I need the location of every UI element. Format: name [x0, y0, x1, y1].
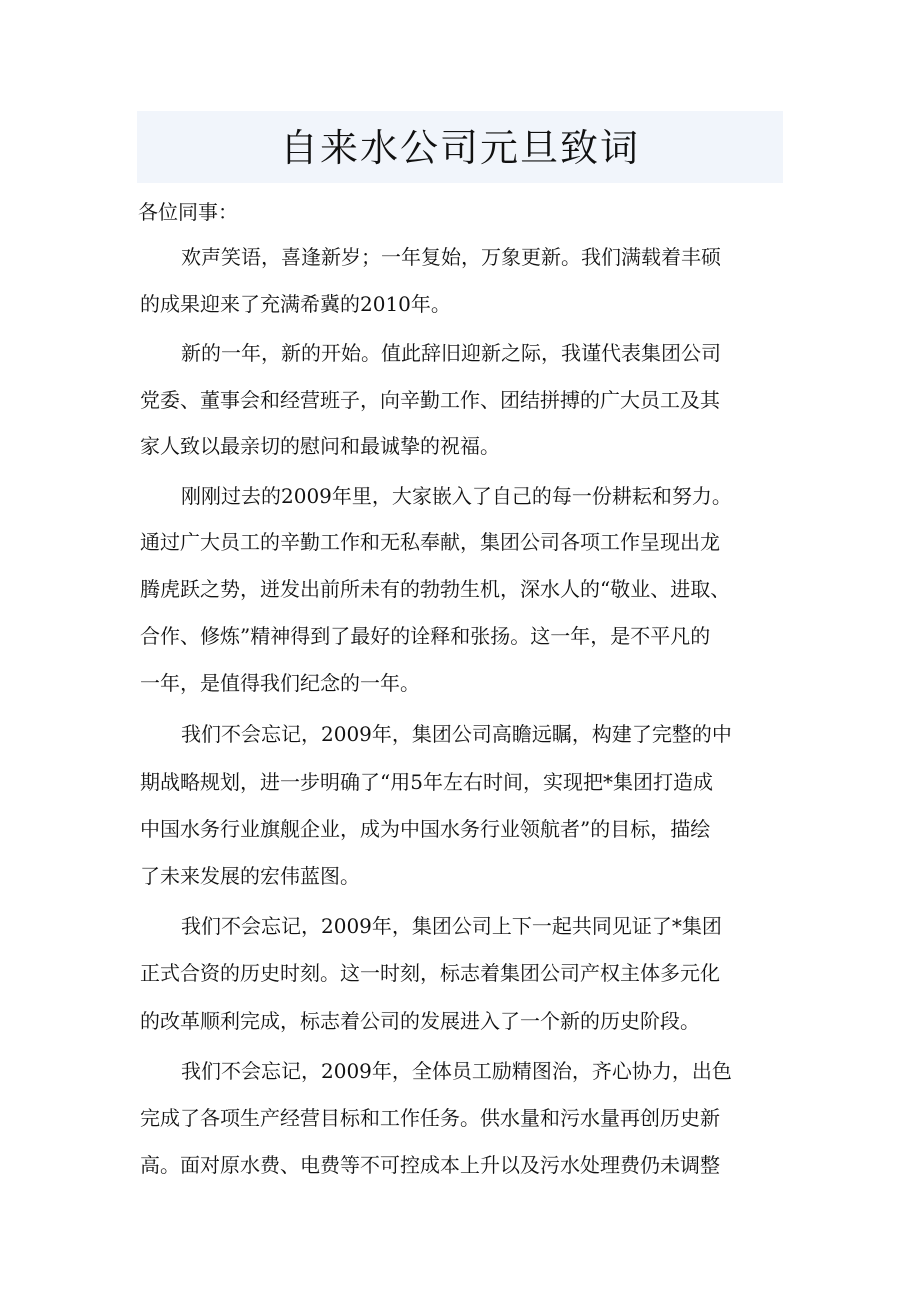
page-title: 自来水公司元旦致词 [279, 126, 640, 170]
paragraph-3-line-2: 通过广大员工的辛勤工作和无私奉献，集团公司各项工作呈现出龙 [140, 530, 720, 554]
paragraph-3-line-1: 刚刚过去的2009年里，大家嵌入了自己的每一份耕耘和努力。 [181, 484, 732, 508]
paragraph-6-line-3: 高。面对原水费、电费等不可控成本上升以及污水处理费仍未调整 [140, 1153, 720, 1177]
paragraph-1-line-1: 欢声笑语，喜逢新岁；一年复始，万象更新。我们满载着丰硕 [181, 245, 721, 269]
paragraph-1-line-2: 的成果迎来了充满希冀的2010年。 [140, 292, 451, 316]
paragraph-2-line-2: 党委、董事会和经营班子，向辛勤工作、团结拼搏的广大员工及其 [140, 388, 720, 412]
paragraph-5-line-2: 正式合资的历史时刻。这一时刻，标志着集团公司产权主体多元化 [140, 961, 720, 985]
paragraph-4-line-4: 了未来发展的宏伟蓝图。 [140, 864, 360, 888]
paragraph-6-line-2: 完成了各项生产经营目标和工作任务。供水量和污水量再创历史新 [140, 1106, 720, 1130]
paragraph-2-line-3: 家人致以最亲切的慰问和最诚挚的祝福。 [140, 434, 500, 458]
paragraph-6-line-1: 我们不会忘记，2009年，全体员工励精图治，齐心协力，出色 [181, 1059, 732, 1083]
paragraph-5-line-1: 我们不会忘记，2009年，集团公司上下一起共同见证了*集团 [181, 914, 722, 938]
paragraph-5-line-3: 的改革顺利完成，标志着公司的发展进入了一个新的历史阶段。 [140, 1009, 700, 1033]
paragraph-4-line-1: 我们不会忘记，2009年，集团公司高瞻远瞩，构建了完整的中 [181, 722, 732, 746]
paragraph-4-line-2: 期战略规划，进一步明确了“用5年左右时间，实现把*集团打造成 [140, 770, 713, 794]
paragraph-3-line-3: 腾虎跃之势，迸发出前所未有的勃勃生机，深水人的“敬业、进取、 [140, 577, 731, 601]
salutation: 各位同事： [138, 200, 238, 224]
paragraph-4-line-3: 中国水务行业旗舰企业，成为中国水务行业领航者”的目标，描绘 [140, 817, 711, 841]
paragraph-2-line-1: 新的一年，新的开始。值此辞旧迎新之际，我谨代表集团公司 [181, 341, 721, 365]
paragraph-3-line-4: 合作、修炼”精神得到了最好的诠释和张扬。这一年，是不平凡的 [140, 624, 711, 648]
paragraph-3-line-5: 一年，是值得我们纪念的一年。 [140, 671, 420, 695]
